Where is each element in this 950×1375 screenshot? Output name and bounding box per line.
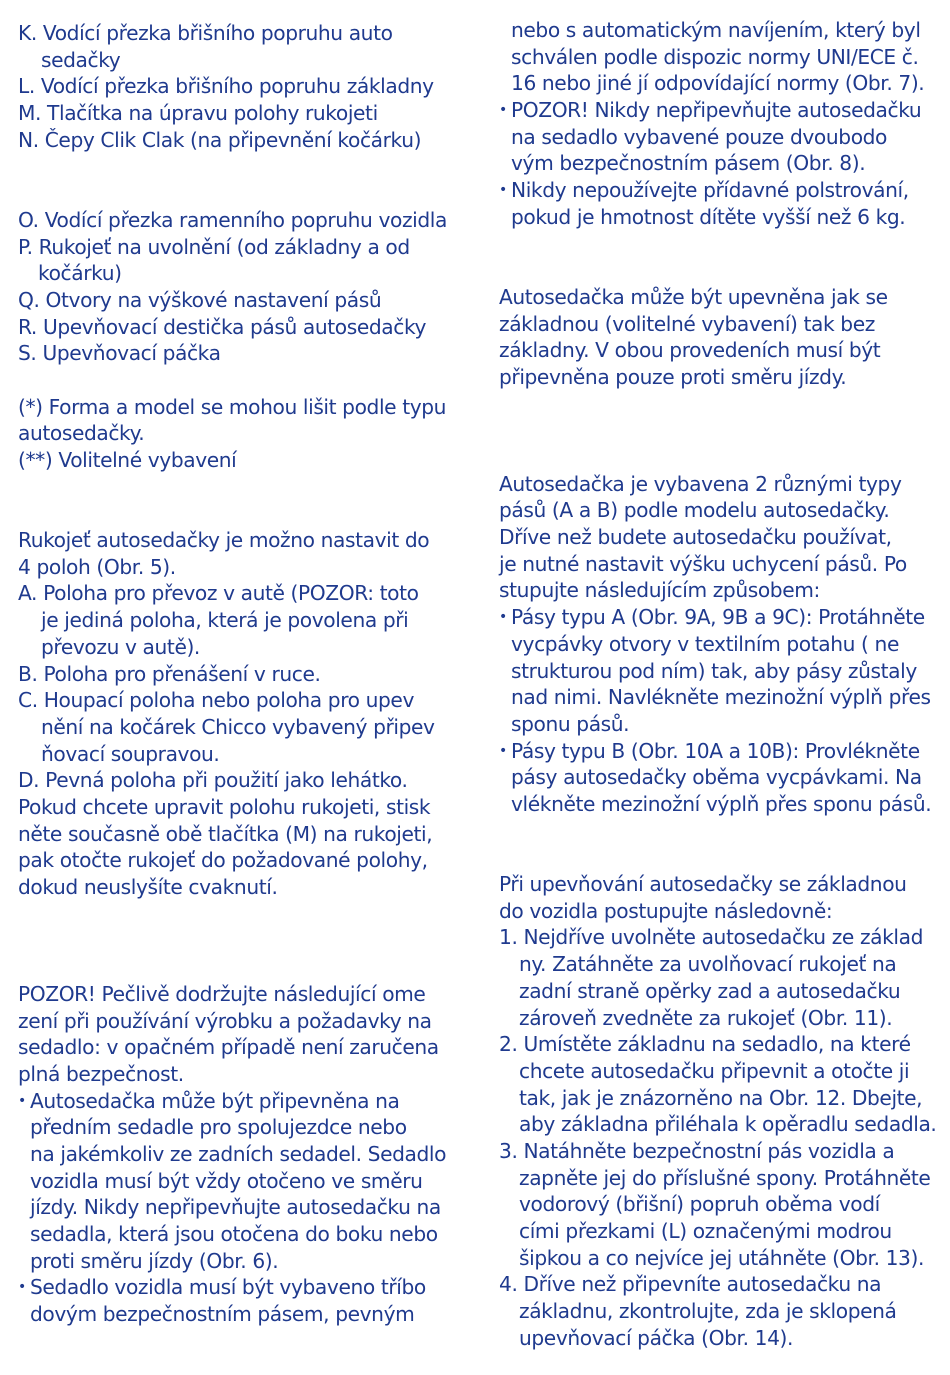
text-line: základnou (volitelné vybavení) tak bez (499, 311, 875, 336)
text-line: stupujte následujícím způsobem: (499, 578, 820, 603)
text-line: vodorový (břišní) popruh oběma vodí (519, 1192, 880, 1217)
text-line: pak otočte rukojeť do požadované polohy, (18, 848, 428, 873)
text-line: (*) Forma a model se mohou lišit podle typu (18, 394, 447, 419)
text-line: aby základna přiléhala k opěradlu sedadla. (519, 1112, 937, 1137)
paragraph-gap (18, 153, 452, 206)
text-line: zení při používání výrobku a požadavky na (18, 1008, 432, 1033)
text-line: P. Rukojeť na uvolnění (od základny a od (18, 234, 410, 259)
text-line: L. Vodící přezka břišního popruhu základny (18, 74, 434, 99)
text-line: • Pásy typu A (Obr. 9A, 9B a 9C): Protáhněte (499, 604, 933, 631)
text-line: předním sedadle pro spolujezdce nebo (30, 1115, 407, 1140)
text-line: sponu pásů. (511, 711, 630, 736)
text-line: D. Pevná poloha při použití jako lehátko. (18, 768, 408, 793)
text-line: • Pásy typu B (Obr. 10A a 10B): Provlékněte (499, 738, 933, 765)
text-line: sedadla, která jsou otočena do boku nebo (30, 1222, 438, 1246)
text-line: ny. Zatáhněte za uvolňovací rukojeť na (519, 952, 897, 977)
text-line: upevňovací páčka (Obr. 14). (519, 1325, 794, 1350)
text-line: proti směru jízdy (Obr. 6). (30, 1248, 279, 1273)
text-line: O. Vodící přezka ramenního popruhu vozidla (18, 207, 447, 232)
text-line: (**) Volitelné vybavení (18, 448, 237, 473)
paragraph-gap (18, 901, 452, 981)
text-line: 16 nebo jiné jí odpovídající normy (Obr. 7). (511, 71, 925, 96)
text-line: pásy autosedačky oběma vycpávkami. Na (511, 765, 922, 790)
text-line: schválen podle dispozic normy UNI/ECE č. (511, 44, 919, 69)
text-line: N. Čepy Clik Clak (na připevnění kočárku) (18, 127, 422, 152)
text-line: cími přezkami (L) označenými modrou (519, 1219, 892, 1243)
text-line: sedadlo: v opačném případě není zaručena (18, 1035, 439, 1060)
paragraph-gap (18, 474, 452, 527)
text-line: 1. Nejdříve uvolněte autosedačku ze základ (499, 925, 924, 950)
text-line: nad nimi. Navlékněte mezinožní výplň přes (511, 685, 931, 710)
paragraph-gap (499, 391, 933, 471)
text-line: Dříve než budete autosedačku používat, (499, 525, 892, 550)
text-line: vozidla musí být vždy otočeno ve směru (30, 1168, 423, 1193)
text-line: jízdy. Nikdy nepřipevňujte autosedačku na (30, 1195, 441, 1220)
text-line: tak, jak je znázorněno na Obr. 12. Dbejte, (519, 1085, 923, 1110)
text-line: 3. Natáhněte bezpečnostní pás vozidla a (499, 1138, 895, 1163)
text-line: šipkou a co nejvíce jej utáhněte (Obr. 13). (519, 1245, 924, 1270)
text-line: zapněte jej do příslušné spony. Protáhněte (519, 1165, 931, 1190)
text-line: R. Upevňovací destička pásů autosedačky (18, 314, 427, 339)
text-line: pásů (A a B) podle modelu autosedačky. (499, 498, 890, 523)
text-line: pokud je hmotnost dítěte vyšší než 6 kg. (511, 204, 906, 229)
text-line: B. Poloha pro přenášení v ruce. (18, 661, 321, 686)
text-line: zadní straně opěrky zad a autosedačku (519, 978, 901, 1003)
text-line: Autosedačka je vybavena 2 různými typy (499, 471, 902, 496)
text-line: ňovací soupravou. (41, 741, 220, 766)
text-line: nění na kočárek Chicco vybavený připev (41, 714, 435, 739)
text-line: Při upevňování autosedačky se základnou (499, 872, 907, 897)
text-line: autosedačky. (18, 421, 145, 446)
text-line: zároveň zvedněte za rukojeť (Obr. 11). (519, 1005, 893, 1030)
text-line: • POZOR! Nikdy nepřipevňujte autosedačku (499, 97, 933, 124)
text-line: je nutné nastavit výšku uchycení pásů. Po (499, 551, 907, 576)
text-line: vým bezpečnostním pásem (Obr. 8). (511, 151, 866, 176)
text-line: vlékněte mezinožní výplň přes sponu pásů. (511, 791, 932, 816)
text-line: strukturou pod ním) tak, aby pásy zůstaly (511, 658, 917, 683)
text-line: plná bezpečnost. (18, 1061, 184, 1086)
right-column (499, 17, 937, 1351)
text-line: • Sedadlo vozidla musí být vybaveno tříbo (18, 1274, 452, 1301)
text-line: dovým bezpečnostním pásem, pevným (30, 1302, 415, 1327)
text-line: připevněna pouze proti směru jízdy. (499, 364, 847, 389)
text-line: Autosedačka může být upevněna jak se (499, 284, 888, 309)
text-line: • Autosedačka může být připevněna na (18, 1088, 452, 1115)
text-line: základnu, zkontrolujte, zda je sklopená (519, 1299, 897, 1324)
text-line: nebo s automatickým navíjením, který byl (511, 18, 921, 42)
text-line: Pokud chcete upravit polohu rukojeti, stisk (18, 794, 431, 819)
paragraph-gap (18, 367, 452, 394)
text-line: POZOR! Pečlivě dodržujte následující ome (18, 981, 426, 1006)
text-line: A. Poloha pro převoz v autě (POZOR: toto (18, 581, 419, 606)
text-line: na jakémkoliv ze zadních sedadel. Sedadlo (30, 1141, 447, 1166)
paragraph-gap (499, 231, 933, 284)
text-line: 4 poloh (Obr. 5). (18, 554, 176, 579)
text-line: sedačky (41, 47, 121, 72)
text-line: kočárku) (38, 261, 122, 286)
text-line: převozu v autě). (41, 634, 200, 659)
text-line: chcete autosedačku připevnit a otočte ji (519, 1058, 910, 1083)
left-column (18, 20, 452, 1328)
text-line: C. Houpací poloha nebo poloha pro upev (18, 688, 414, 713)
text-line: 2. Umístěte základnu na sedadlo, na které (499, 1032, 911, 1057)
text-line: vycpávky otvory v textilním potahu ( ne (511, 631, 899, 656)
text-line: dokud neuslyšíte cvaknutí. (18, 875, 278, 900)
text-line: • Nikdy nepoužívejte přídavné polstrování, (499, 177, 933, 204)
text-line: základny. V obou provedeních musí být (499, 338, 881, 363)
text-line: S. Upevňovací páčka (18, 341, 221, 366)
text-line: do vozidla postupujte následovně: (499, 898, 833, 923)
text-line: něte současně obě tlačítka (M) na rukojeti, (18, 821, 433, 846)
text-line: 4. Dříve než připevníte autosedačku na (499, 1272, 882, 1297)
text-line: Q. Otvory na výškové nastavení pásů (18, 287, 382, 312)
text-line: je jediná poloha, která je povolena při (41, 608, 409, 633)
text-line: M. Tlačítka na úpravu polohy rukojeti (18, 101, 378, 126)
text-line: Rukojeť autosedačky je možno nastavit do (18, 528, 430, 553)
text-line: K. Vodící přezka břišního popruhu auto (18, 21, 393, 45)
paragraph-gap (499, 818, 933, 871)
text-line: na sedadlo vybavené pouze dvoubodo (511, 124, 888, 149)
